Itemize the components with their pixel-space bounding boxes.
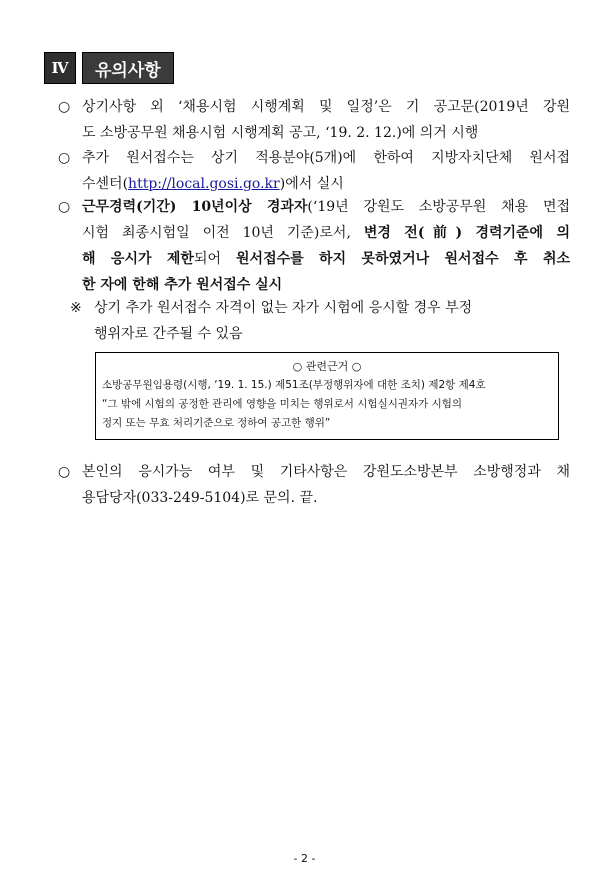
- note-line: 상기 추가 원서접수 자격이 없는 자가 시험에 응시할 경우 부정: [94, 300, 473, 316]
- item-text: )에서 실시: [279, 176, 344, 192]
- bullet-icon: ○: [58, 99, 71, 115]
- item-line: 추가 원서접수는 상기 적용분야(5개)에 한하여 지방자치단체 원서접: [82, 150, 570, 166]
- item-line: [58, 246, 570, 272]
- item-line: 한 자에 한해 추가 원서접수 실시: [82, 277, 283, 293]
- legal-basis-line: “그 밖에 시험의 공정한 관리에 영향을 미치는 행위로서 시험실시권자가 시험의: [102, 398, 463, 410]
- item-text: (‘19년 강원도 소방공무원 채용 면접: [307, 199, 570, 215]
- gosi-link[interactable]: http://local.gosi.go.kr: [128, 176, 280, 192]
- contact-item: [58, 459, 570, 511]
- bold-text: 변경 전(前) 경력기준에 의: [363, 225, 570, 241]
- legal-basis-box: [95, 352, 559, 440]
- legal-basis-title: ○ 관련근거 ○: [292, 360, 362, 373]
- notice-item-1: [58, 94, 570, 146]
- legal-basis-line: 정지 또는 무효 처리기준으로 정하여 공고한 행위”: [102, 417, 331, 429]
- item-line: [58, 194, 570, 220]
- item-line: 본인의 응시가능 여부 및 기타사항은 강원도소방본부 소방행정과 채: [82, 464, 570, 480]
- legal-basis-line: 소방공무원임용령(시행, ‘19. 1. 15.) 제51조(부정행위자에 대한 조치) 제2항 제4호: [102, 379, 486, 391]
- item-line: 용담당자(033-249-5104)로 문의. 끝.: [82, 490, 318, 506]
- item-text: 수센터(: [82, 176, 129, 192]
- item-line: 상기사항 외 ‘채용시험 시행계획 및 일정’은 기 공고문(2019년 강원: [82, 99, 570, 115]
- notice-item-3: [58, 194, 570, 298]
- item-text: 되어: [193, 251, 237, 267]
- item-text: 시험 최종시험일 이전 10년 기준)로서,: [82, 225, 364, 241]
- bold-text: 해 응시가 제한: [82, 251, 194, 267]
- bold-text: 원서접수를 하지 못하였거나 원서접수 후 취소: [236, 251, 571, 267]
- bullet-icon: ○: [58, 464, 71, 480]
- reference-mark-icon: ※: [70, 300, 82, 316]
- page-number: - 2 -: [293, 852, 316, 865]
- item-line: [58, 220, 570, 246]
- notice-item-2: [58, 145, 570, 197]
- bullet-icon: ○: [58, 150, 71, 166]
- section-number: Ⅳ: [44, 52, 76, 84]
- section-title: 유의사항: [82, 52, 174, 84]
- section-heading: [44, 52, 174, 84]
- bold-text: 근무경력(기간) 10년이상 경과자: [82, 199, 308, 215]
- item-line: 도 소방공무원 채용시험 시행계획 공고, ‘19. 2. 12.)에 의거 시행: [82, 125, 479, 141]
- warning-note: [70, 295, 570, 347]
- note-line: 행위자로 간주될 수 있음: [94, 326, 243, 342]
- bullet-icon: ○: [58, 199, 71, 215]
